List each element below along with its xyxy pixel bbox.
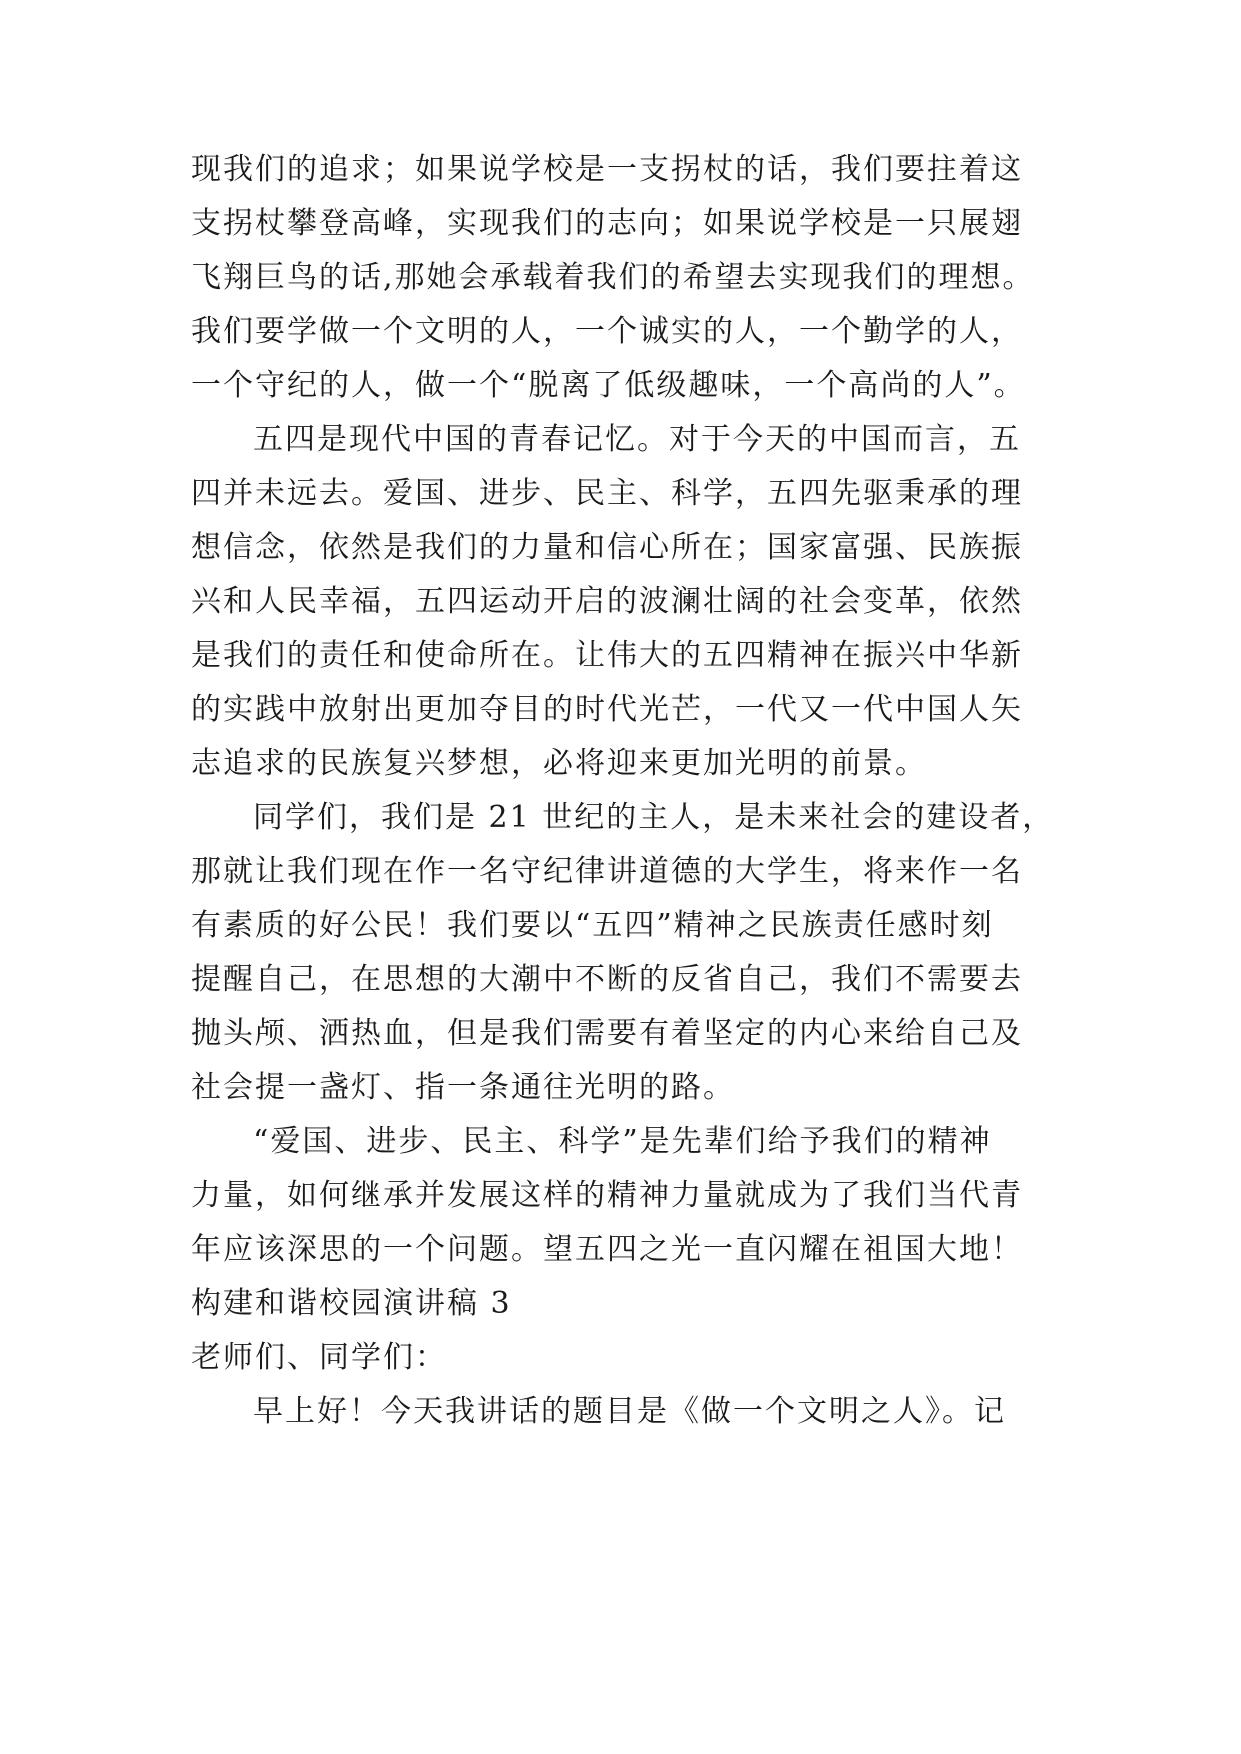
text-line: 一个守纪的人，做一个“脱离了低级趣味，一个高尚的人”。 — [191, 368, 1026, 403]
text-line: 提醒自己，在思想的大潮中不断的反省自己，我们不需要去 — [191, 962, 1023, 997]
salutation: 老师们、同学们： — [191, 1340, 447, 1375]
text-line: 抛头颅、洒热血，但是我们需要有着坚定的内心来给自己及 — [191, 1016, 1023, 1051]
text-line: 四并未远去。爱国、进步、民主、科学，五四先驱秉承的理 — [191, 476, 1023, 511]
text-line: 力量，如何继承并发展这样的精神力量就成为了我们当代青 — [191, 1178, 1023, 1213]
paragraph-start-line: 同学们，我们是 21 世纪的主人，是未来社会的建设者， — [253, 800, 1055, 835]
text-line: 现我们的追求；如果说学校是一支拐杖的话，我们要拄着这 — [191, 152, 1023, 187]
text-line: 兴和人民幸福，五四运动开启的波澜壮阔的社会变革，依然 — [191, 584, 1023, 619]
text-line: 是我们的责任和使命所在。让伟大的五四精神在振兴中华新 — [191, 638, 1023, 673]
text-line: 支拐杖攀登高峰，实现我们的志向；如果说学校是一只展翅 — [191, 206, 1023, 241]
paragraph-start-line: 早上好！今天我讲话的题目是《做一个文明之人》。记 — [253, 1394, 1006, 1429]
text-line: 飞翔巨鸟的话,那她会承载着我们的希望去实现我们的理想。 — [191, 260, 1035, 295]
text-line: 我们要学做一个文明的人，一个诚实的人，一个勤学的人， — [191, 314, 1023, 349]
text-line: 社会提一盏灯、指一条通往光明的路。 — [191, 1070, 735, 1105]
paragraph-start-line: “爱国、进步、民主、科学”是先辈们给予我们的精神 — [253, 1124, 992, 1159]
text-line: 年应该深思的一个问题。望五四之光一直闪耀在祖国大地！ — [191, 1232, 1023, 1267]
paragraph-start-line: 五四是现代中国的青春记忆。对于今天的中国而言，五 — [253, 422, 1021, 457]
text-line: 的实践中放射出更加夺目的时代光芒，一代又一代中国人矢 — [191, 692, 1023, 727]
text-line: 想信念，依然是我们的力量和信心所在；国家富强、民族振 — [191, 530, 1023, 565]
section-title: 构建和谐校园演讲稿 3 — [191, 1286, 512, 1321]
text-line: 那就让我们现在作一名守纪律讲道德的大学生，将来作一名 — [191, 854, 1023, 889]
text-line: 有素质的好公民！我们要以“五四”精神之民族责任感时刻 — [191, 908, 994, 943]
text-line: 志追求的民族复兴梦想，必将迎来更加光明的前景。 — [191, 746, 927, 781]
